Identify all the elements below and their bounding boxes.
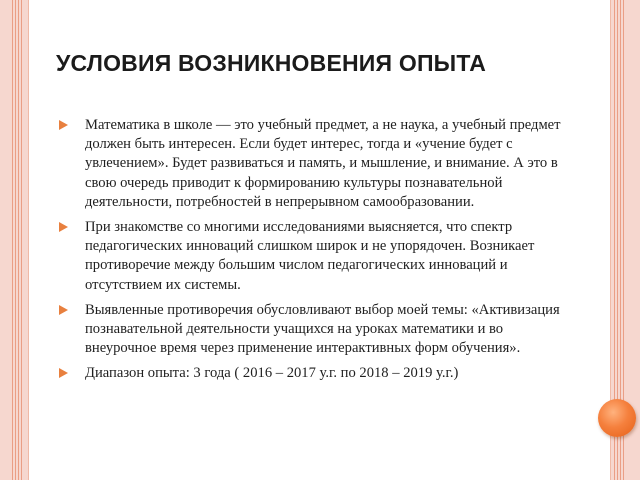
bullet-text: Выявленные противоречия обусловливают выбор моей темы: «Активизация познавательной деятельности учащихся на уроках математики и во внеурочное время через применение интерактивных форм обучения». xyxy=(85,301,560,357)
orange-circle-icon xyxy=(598,399,636,437)
bullet-arrow-icon xyxy=(59,120,69,130)
list-item xyxy=(59,116,574,212)
bullet-text: Математика в школе — это учебный предмет, а не наука, а учебный предмет должен быть интересен. Если будет интерес, тогда и «учение будет с увлечением». Будет развиваться и память, и мышление, и внимание. А это в свою очередь приводит к формированию культуры познавательной деятельности, потребностей в непрерывном самообразовании. xyxy=(85,117,561,210)
bullet-arrow-icon xyxy=(59,305,69,315)
list-item xyxy=(59,301,574,359)
list-item xyxy=(59,218,574,295)
bullet-text: При знакомстве со многими исследованиями выясняется, что спектр педагогических инноваций слишком широк и не упорядочен. Возникает противоречие между большим числом педагогических инноваций и отсутствием их системы. xyxy=(85,219,535,293)
bullet-arrow-icon xyxy=(59,368,69,378)
bullet-arrow-icon xyxy=(59,222,69,232)
list-item xyxy=(59,364,574,383)
bullet-list xyxy=(59,116,574,390)
slide xyxy=(28,0,611,480)
slide-title: УСЛОВИЯ ВОЗНИКНОВЕНИЯ ОПЫТА xyxy=(56,50,487,76)
bullet-text: Диапазон опыта: 3 года ( 2016 – 2017 у.г. по 2018 – 2019 у.г.) xyxy=(85,365,459,382)
left-border-decoration xyxy=(12,0,26,480)
